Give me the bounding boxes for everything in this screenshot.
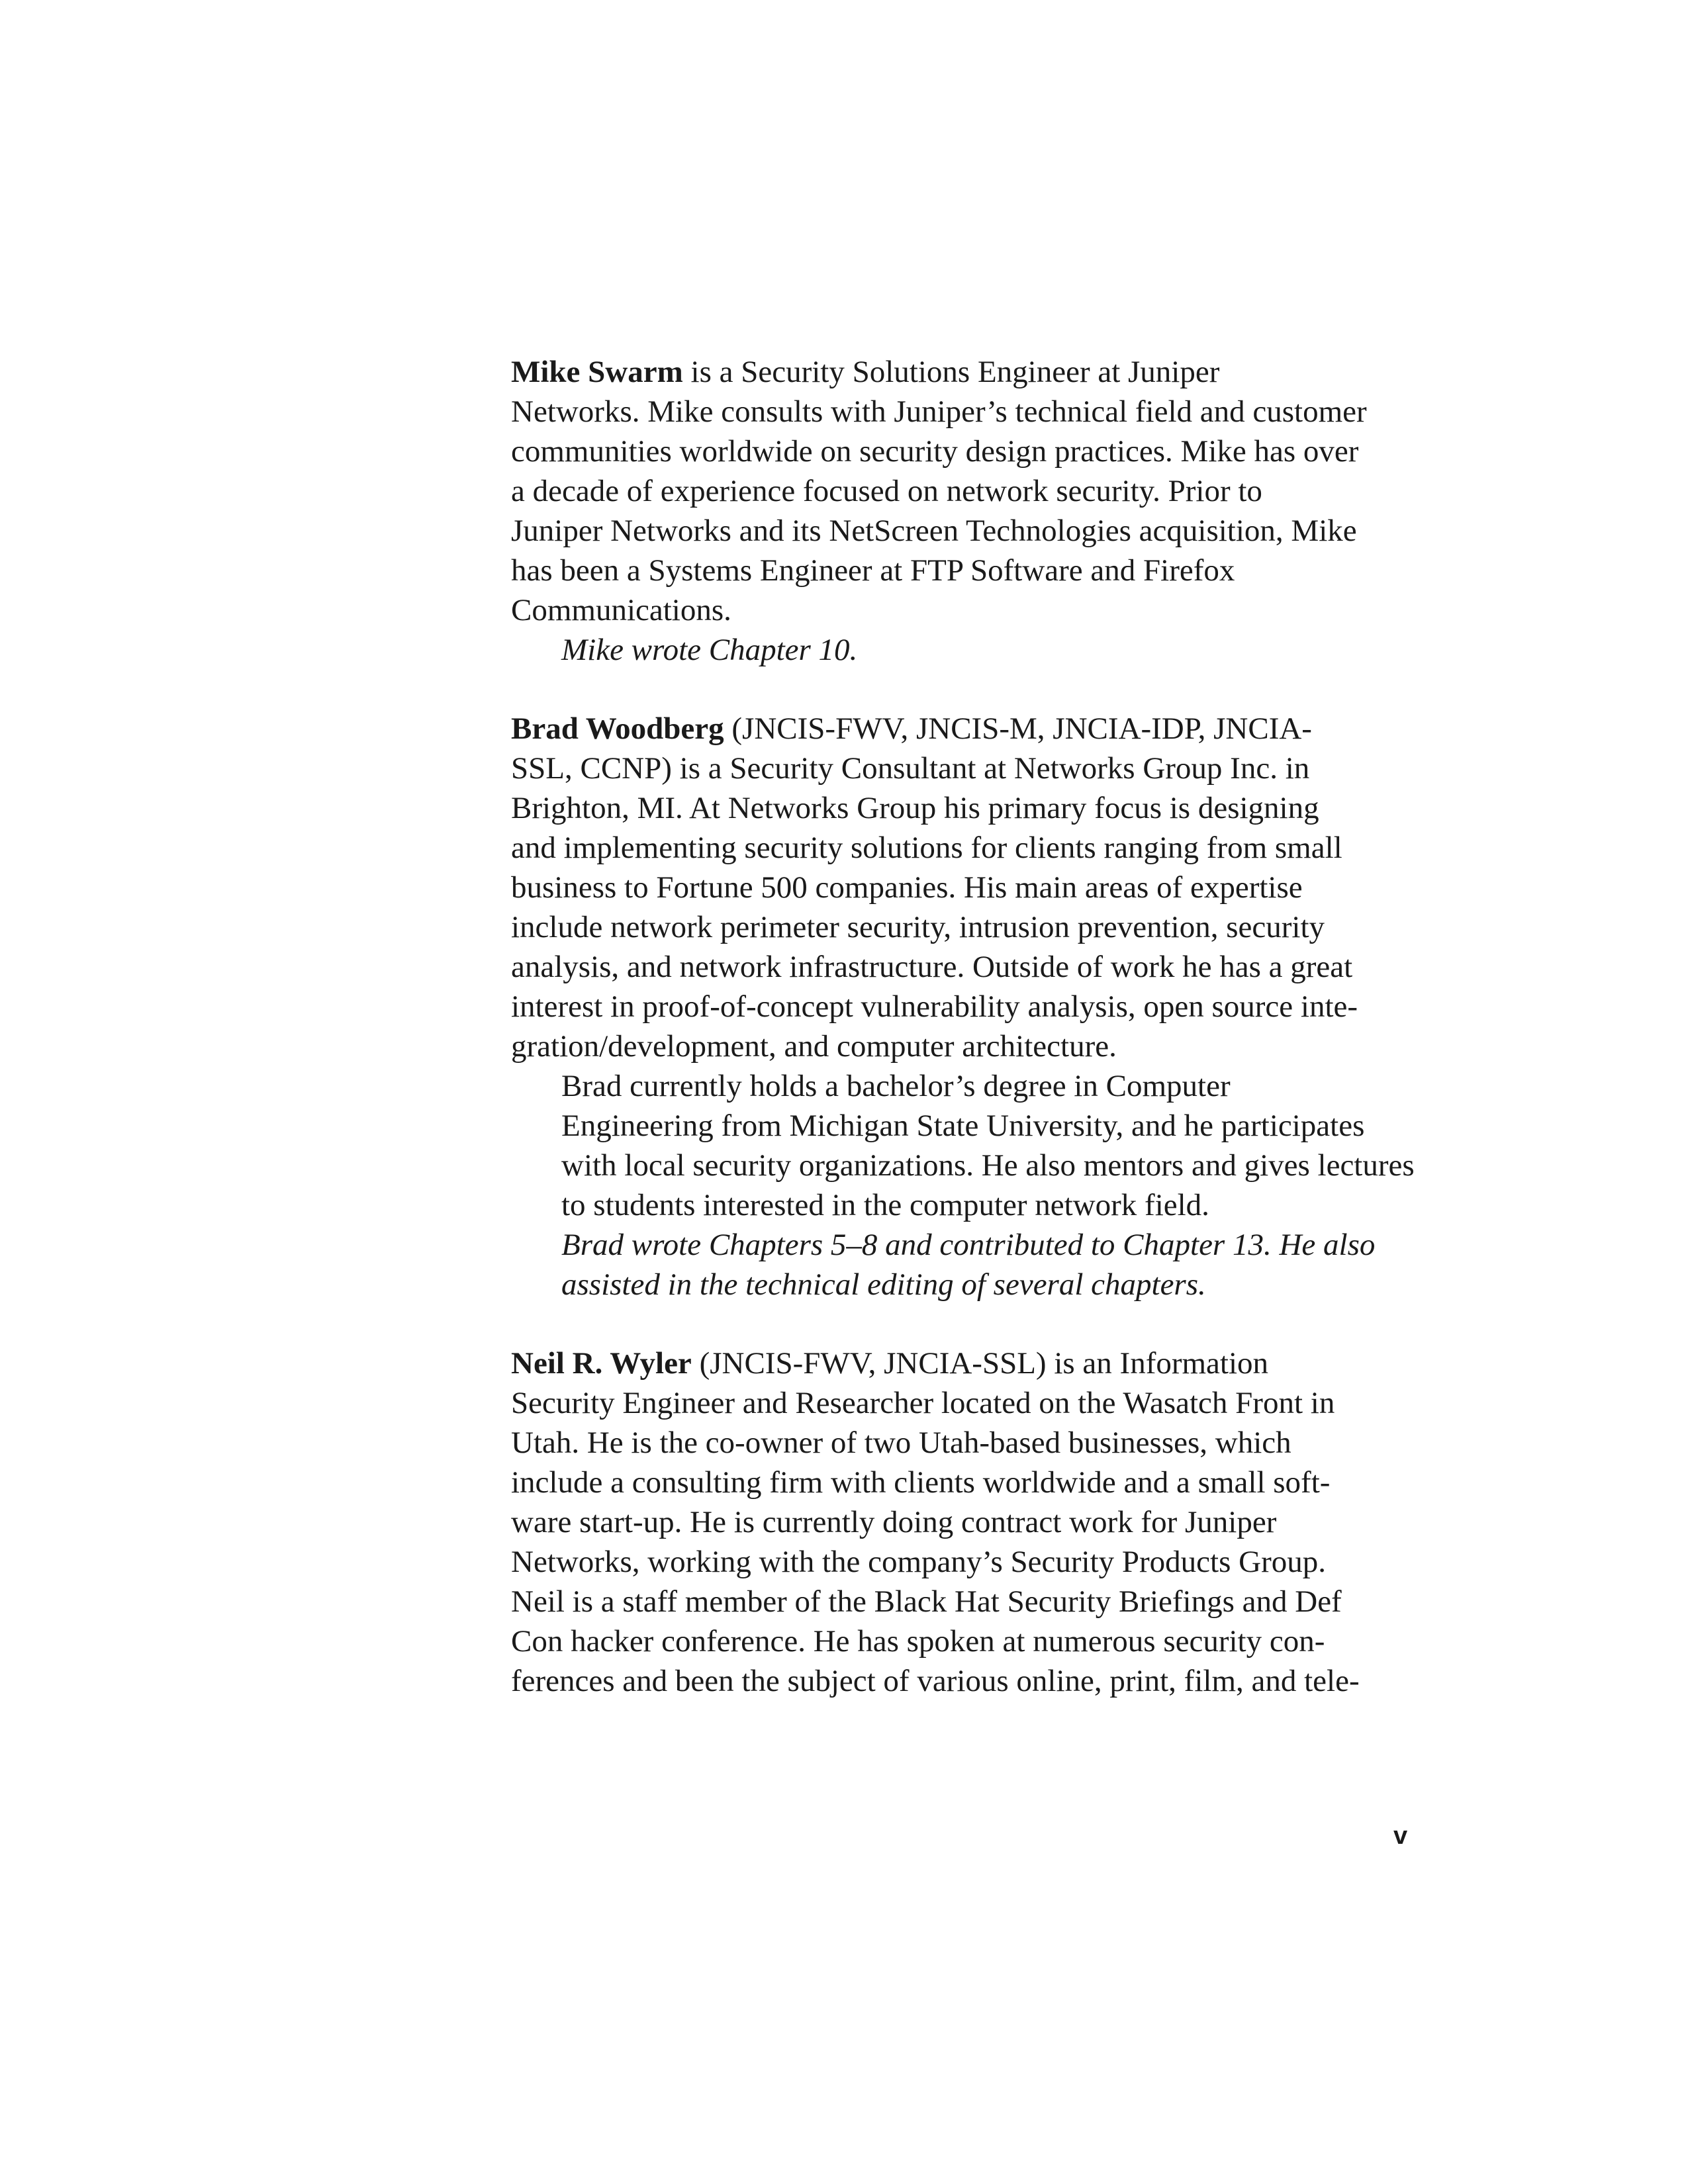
text-line [511,1542,1425,1582]
line-text: Brad wrote Chapters 5–8 and contributed to Chapter 13. He also [561,1228,1376,1262]
line-text: (JNCIS-FWV, JNCIS-M, JNCIA-IDP, JNCIA- [724,711,1312,746]
line-text: Communications. [511,593,731,627]
contributor-name: Brad Woodberg [511,711,724,746]
line-text: gration/development, and computer architecture. [511,1029,1117,1064]
line-text: communities worldwide on security design practices. Mike has over [511,434,1359,469]
text-line [511,432,1425,471]
contributor-bios [511,352,1425,1701]
chapter-credit [511,1225,1425,1304]
line-text: is a Security Solutions Engineer at Juniper [682,355,1220,389]
text-line [511,987,1425,1026]
text-line [511,868,1425,907]
bio-intro-paragraph [511,1343,1425,1701]
text-line [511,630,1425,670]
line-text: include a consulting firm with clients worldwide and a small soft- [511,1465,1331,1500]
text-line [511,1225,1425,1265]
line-text: Engineering from Michigan State University, and he participates [561,1109,1365,1143]
text-line [511,1106,1425,1146]
text-line [511,511,1425,551]
text-line [511,1423,1425,1463]
line-text: assisted in the technical editing of several chapters. [561,1267,1206,1302]
line-text: interest in proof-of-concept vulnerability analysis, open source inte- [511,989,1358,1024]
line-text: to students interested in the computer network field. [561,1188,1209,1222]
line-text: analysis, and network infrastructure. Outside of work he has a great [511,950,1353,984]
text-line [511,749,1425,788]
contributor-bio [511,352,1425,670]
line-text: has been a Systems Engineer at FTP Software and Firefox [511,553,1235,588]
text-line [511,1661,1425,1701]
line-text: ware start-up. He is currently doing contract work for Juniper [511,1505,1277,1539]
text-line [511,1066,1425,1106]
text-line [511,788,1425,828]
text-line [511,392,1425,432]
line-text: (JNCIS-FWV, JNCIA-SSL) is an Information [691,1346,1269,1381]
text-line [511,590,1425,630]
text-line [511,1026,1425,1066]
line-text: business to Fortune 500 companies. His main areas of expertise [511,870,1303,905]
text-line [511,1265,1425,1304]
page-number: v [1393,1822,1408,1850]
text-line [511,551,1425,590]
chapter-credit [511,630,1425,670]
text-line [511,828,1425,868]
contributor-name: Neil R. Wyler [511,1346,692,1381]
line-text: Brighton, MI. At Networks Group his primary focus is designing [511,791,1319,825]
bio-paragraph [511,1066,1425,1225]
text-line [511,471,1425,511]
text-line [511,1383,1425,1423]
text-line [511,1146,1425,1185]
text-line [511,352,1425,392]
line-text: Networks. Mike consults with Juniper’s technical field and customer [511,394,1367,429]
bio-intro-paragraph [511,709,1425,1066]
line-text: Networks, working with the company’s Security Products Group. [511,1545,1326,1579]
line-text: SSL, CCNP) is a Security Consultant at Networks Group Inc. in [511,751,1310,786]
text-line [511,709,1425,749]
line-text: Con hacker conference. He has spoken at numerous security con- [511,1624,1325,1659]
text-line [511,1502,1425,1542]
line-text: include network perimeter security, intrusion prevention, security [511,910,1325,944]
text-line [511,1621,1425,1661]
line-text: a decade of experience focused on network security. Prior to [511,474,1262,508]
text-line [511,1185,1425,1225]
bio-intro-paragraph [511,352,1425,630]
line-text: ferences and been the subject of various online, print, film, and tele- [511,1664,1360,1698]
line-text: Utah. He is the co-owner of two Utah-based businesses, which [511,1426,1291,1460]
contributor-name: Mike Swarm [511,355,683,389]
line-text: Brad currently holds a bachelor’s degree in Computer [561,1069,1231,1103]
line-text: Security Engineer and Researcher located on the Wasatch Front in [511,1386,1335,1420]
line-text: and implementing security solutions for clients ranging from small [511,831,1342,865]
contributor-bio [511,1343,1425,1701]
text-line [511,947,1425,987]
text-line [511,907,1425,947]
line-text: Mike wrote Chapter 10. [561,633,858,667]
contributor-bio [511,709,1425,1304]
line-text: with local security organizations. He also mentors and gives lectures [561,1148,1415,1183]
text-line [511,1582,1425,1621]
text-line [511,1463,1425,1502]
text-line [511,1343,1425,1383]
line-text: Neil is a staff member of the Black Hat Security Briefings and Def [511,1584,1342,1619]
line-text: Juniper Networks and its NetScreen Technologies acquisition, Mike [511,514,1357,548]
